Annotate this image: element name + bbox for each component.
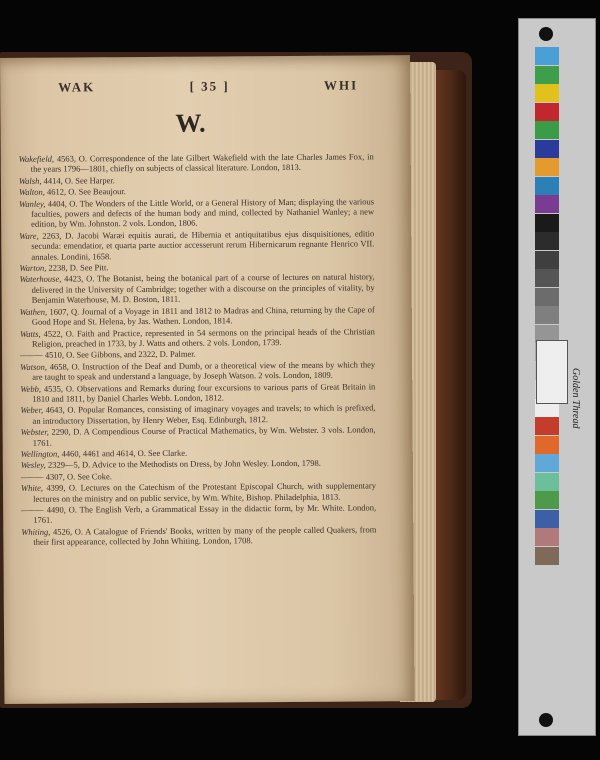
hole-icon xyxy=(539,27,553,41)
entry-key: ——— xyxy=(20,471,44,482)
running-head-left: WAK xyxy=(58,79,96,95)
entry-text: 4526, O. A Catalogue of Friends' Books, written by many of the people called Quakers, from their first appearance, collected by John Whiting. London, 1708. xyxy=(33,524,377,547)
color-swatch xyxy=(535,251,559,269)
entry-text: 4535, O. Observations and Remarks during four excursions to various parts of Great Britain in 1810 and 1811, by Daniel Charles Webb. London, 1812. xyxy=(32,380,376,404)
entry-key: Walton, xyxy=(18,186,45,198)
hole-icon xyxy=(539,713,553,727)
entry-text: 4307, O. See Coke. xyxy=(43,471,112,482)
color-swatch xyxy=(535,195,559,213)
entry-text: 4643, O. Popular Romances, consisting of imaginary voyages and travels; to which is prefixed, an introductory Dissertation, by Henry Weber, Esq. Edinburgh, 1812. xyxy=(32,402,376,426)
entry-key: Weber, xyxy=(20,405,44,416)
entry-key: Wesley, xyxy=(20,460,46,471)
entry-key: Ware, xyxy=(19,230,39,241)
color-swatch xyxy=(535,306,559,324)
entry-text: 4414, O. See Harper. xyxy=(41,175,115,186)
catalogue-entry xyxy=(21,524,376,547)
entry-text: 4460, 4461 and 4614, O. See Clarke. xyxy=(59,447,188,459)
catalogue-entry xyxy=(20,272,375,306)
entry-key: Waterhouse, xyxy=(19,274,62,285)
running-head-right: WHI xyxy=(323,77,359,93)
entry-text: 2329—5, D. Advice to the Methodists on Dress, by John Wesley. London, 1798. xyxy=(45,458,321,471)
entry-key: Watson, xyxy=(20,361,48,372)
entry-key: Wellington, xyxy=(20,448,60,459)
entry-text: 2290, D. A Compendious Course of Practical Mathematics, by Wm. Webster. 3 vols. London, 1761. xyxy=(32,424,376,448)
entry-text: 4490, O. The English Verb, a Grammatical Essay in the didactic form, by Mr. White. London, 1761. xyxy=(33,502,377,526)
entry-key: Wathen, xyxy=(19,306,48,317)
entry-key: White, xyxy=(20,482,43,494)
entry-key: ——— xyxy=(21,504,44,515)
color-swatch xyxy=(535,510,559,528)
color-swatch xyxy=(535,547,559,565)
catalogue-entry xyxy=(21,502,376,525)
color-swatch xyxy=(535,158,559,176)
entry-text: 4658, O. Instruction of the Deaf and Dumb, or a theoretical view of the means by which they are taught to speak and understand a language, by Joseph Watson. 2 vols. London, 1809. xyxy=(32,359,376,382)
color-swatch xyxy=(535,417,559,435)
entry-text: 4612, O. See Beaujour. xyxy=(44,186,126,197)
color-swatch xyxy=(535,177,559,195)
color-swatch xyxy=(535,454,559,472)
entry-text: 4510, O. See Gibbons, and 2322, D. Palmer. xyxy=(42,348,196,361)
entry-key: Whiting, xyxy=(21,526,51,537)
catalogue-entry xyxy=(20,381,375,404)
color-swatch xyxy=(535,84,559,102)
entry-text: 4404, O. The Wonders of the Little World, or a General History of Man; displaying the various faculties, powers and defects of the human body and mind, collected by Nathaniel Wanley; a new edition, by Wm. Johnston. 2 vols. London, 1806. xyxy=(31,196,375,230)
catalogue-entry xyxy=(20,359,375,382)
entry-text: 2238, D. See Pitt. xyxy=(46,262,109,273)
color-swatch xyxy=(535,436,559,454)
color-swatch xyxy=(535,121,559,139)
entry-text: 4563, O. Correspondence of the late Gilbert Wakefield with the late Charles James Fox, in the years 1796—1801, chiefly on subjects of classical literature. London, 1813. xyxy=(30,151,374,175)
entry-text: 4423, O. The Botanist, being the botanical part of a course of lectures on natural history, delivered in the University of Cambridge; together with a discourse on the principles of vitality, by Benjamin Waterhouse, M. D. Boston, 1811. xyxy=(31,271,375,306)
color-swatch xyxy=(535,47,559,65)
entry-key: Wanley, xyxy=(18,198,46,209)
catalogue-entry xyxy=(20,304,375,327)
section-letter: W. xyxy=(175,108,206,138)
book-page xyxy=(0,55,414,704)
color-swatch xyxy=(535,232,559,250)
catalogue-entry xyxy=(19,151,374,174)
entry-text: 2263, D. Jacobi Waræi equitis aurati, de Hibernia et antiquitatibus ejus disquisitiones, editio secunda: emendatior, et quarta parte auctior accesserunt rerum Hibernicarum regnante Henrico VII. annales. Londini, 1658. xyxy=(31,228,375,262)
entry-key: Webb, xyxy=(20,383,42,394)
entry-key: Walsh, xyxy=(18,175,42,186)
color-swatch xyxy=(535,103,559,121)
entry-key: Watts, xyxy=(19,328,41,339)
catalogue-entries xyxy=(19,151,377,548)
cover-edge xyxy=(432,70,466,700)
entry-text: 4522, O. Faith and Practice, represented in 54 sermons on the principal heads of the Christian Religion, preached in 1733, by J. Watts and others. 2 vols. London, 1739. xyxy=(31,325,375,349)
entry-text: 4399, O. Lectures on the Catechism of the Protestant Episcopal Church, with supplementary lectures on the ministry and on public service, by Wm. White, Bishop. Philadelphia, 1813. xyxy=(33,480,377,504)
entry-key: Webster, xyxy=(20,426,49,438)
catalogue-entry xyxy=(19,196,374,230)
color-swatch xyxy=(535,269,559,287)
catalogue-entry xyxy=(21,481,376,504)
entry-key: Warton, xyxy=(19,262,47,273)
checker-logo xyxy=(536,340,568,404)
color-swatch xyxy=(535,528,559,546)
color-swatch xyxy=(535,66,559,84)
checker-logo-text: Golden Thread xyxy=(570,368,581,429)
color-swatch xyxy=(535,473,559,491)
catalogue-entry xyxy=(20,326,375,349)
running-head xyxy=(58,78,358,96)
swatch-strip xyxy=(535,47,559,565)
color-swatch xyxy=(535,491,559,509)
catalogue-entry xyxy=(20,403,375,426)
page-number: [ 35 ] xyxy=(189,78,230,94)
color-swatch xyxy=(535,140,559,158)
color-swatch xyxy=(535,288,559,306)
entry-key: ——— xyxy=(20,350,43,361)
catalogue-entry xyxy=(19,228,374,262)
entry-text: 1607, Q. Journal of a Voyage in 1811 and 1812 to Madras and China, returning by the Cape of Good Hope and St. Helena, by Jas. Wathen. London, 1814. xyxy=(31,304,375,327)
color-swatch xyxy=(535,214,559,232)
catalogue-entry xyxy=(21,425,376,448)
entry-key: Wakefield, xyxy=(18,153,55,164)
